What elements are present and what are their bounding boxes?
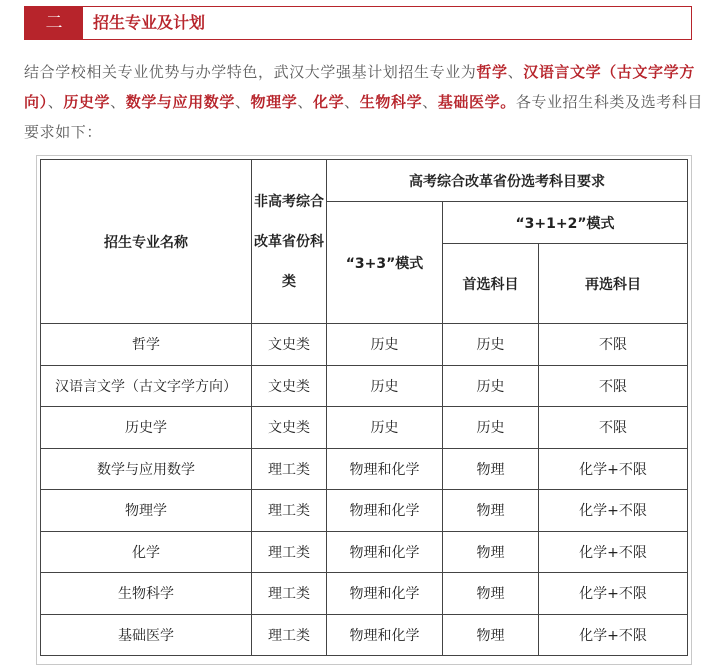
cell-second-choice: 不限 <box>539 324 688 366</box>
intro-major-biology: 生物科学 <box>359 93 423 111</box>
section-header <box>24 6 692 40</box>
intro-end-punct: 。 <box>500 93 516 111</box>
cell-mode-3-3: 物理和化学 <box>327 531 443 573</box>
cell-major: 哲学 <box>41 324 252 366</box>
cell-mode-3-3: 历史 <box>327 407 443 449</box>
cell-major: 化学 <box>41 531 252 573</box>
cell-second-choice: 不限 <box>539 365 688 407</box>
table-row <box>41 407 688 449</box>
intro-major-medicine: 基础医学 <box>437 93 501 111</box>
intro-major-math: 数学与应用数学 <box>125 93 235 111</box>
intro-suffix: 各专业招生科类及选考科目要求如下： <box>24 93 704 141</box>
section-title: 招生专业及计划 <box>93 13 206 32</box>
cell-category: 理工类 <box>252 614 327 656</box>
cell-category: 文史类 <box>252 324 327 366</box>
cell-mode-3-3: 历史 <box>327 365 443 407</box>
cell-second-choice: 化学+不限 <box>539 531 688 573</box>
header-mode-3-1-2: “3+1+2”模式 <box>443 202 688 244</box>
table-row <box>41 614 688 656</box>
cell-first-choice: 物理 <box>443 490 539 532</box>
cell-first-choice: 历史 <box>443 324 539 366</box>
admission-plan-table <box>40 159 688 656</box>
cell-major: 历史学 <box>41 407 252 449</box>
cell-first-choice: 物理 <box>443 448 539 490</box>
intro-major-physics: 物理学 <box>250 93 298 111</box>
intro-separator: 、 <box>344 93 360 111</box>
cell-major: 汉语言文学（古文字学方向） <box>41 365 252 407</box>
table-row <box>41 365 688 407</box>
header-reform-requirements: 高考综合改革省份选考科目要求 <box>327 160 688 202</box>
cell-mode-3-3: 物理和化学 <box>327 573 443 615</box>
intro-separator: 、 <box>422 93 438 111</box>
cell-category: 理工类 <box>252 490 327 532</box>
intro-major-chinese: 汉语言文学（古文字学方向） <box>24 63 695 111</box>
header-mode-3-3: “3+3”模式 <box>327 202 443 324</box>
intro-separator: 、 <box>110 93 126 111</box>
header-first-choice: 首选科目 <box>443 244 539 324</box>
intro-major-history: 历史学 <box>63 93 111 111</box>
table-row <box>41 324 688 366</box>
header-non-reform-category: 非高考综合改革省份科类 <box>252 160 327 324</box>
cell-first-choice: 历史 <box>443 365 539 407</box>
cell-major: 物理学 <box>41 490 252 532</box>
intro-paragraph <box>24 57 704 147</box>
cell-major: 基础医学 <box>41 614 252 656</box>
cell-mode-3-3: 物理和化学 <box>327 448 443 490</box>
header-second-choice: 再选科目 <box>539 244 688 324</box>
intro-separator: 、 <box>234 93 251 111</box>
table-row <box>41 448 688 490</box>
cell-category: 文史类 <box>252 365 327 407</box>
section-number-badge: 二 <box>25 7 83 39</box>
intro-major-philosophy: 哲学 <box>476 63 508 81</box>
cell-mode-3-3: 物理和化学 <box>327 490 443 532</box>
intro-prefix: 结合学校相关专业优势与办学特色，武汉大学强基计划招生专业为 <box>24 63 477 81</box>
table-row <box>41 531 688 573</box>
intro-separator: 、 <box>297 93 313 111</box>
cell-second-choice: 化学+不限 <box>539 490 688 532</box>
cell-mode-3-3: 物理和化学 <box>327 614 443 656</box>
header-major-name: 招生专业名称 <box>41 160 252 324</box>
cell-second-choice: 化学+不限 <box>539 448 688 490</box>
cell-second-choice: 化学+不限 <box>539 573 688 615</box>
cell-category: 理工类 <box>252 448 327 490</box>
cell-first-choice: 物理 <box>443 573 539 615</box>
cell-first-choice: 历史 <box>443 407 539 449</box>
intro-major-chemistry: 化学 <box>312 93 345 111</box>
cell-major: 数学与应用数学 <box>41 448 252 490</box>
intro-separator: 、 <box>47 93 64 111</box>
cell-first-choice: 物理 <box>443 531 539 573</box>
table-row <box>41 490 688 532</box>
cell-category: 文史类 <box>252 407 327 449</box>
cell-category: 理工类 <box>252 573 327 615</box>
cell-first-choice: 物理 <box>443 614 539 656</box>
cell-major: 生物科学 <box>41 573 252 615</box>
cell-category: 理工类 <box>252 531 327 573</box>
cell-mode-3-3: 历史 <box>327 324 443 366</box>
intro-separator: 、 <box>507 63 524 81</box>
cell-second-choice: 化学+不限 <box>539 614 688 656</box>
cell-second-choice: 不限 <box>539 407 688 449</box>
table-row <box>41 573 688 615</box>
